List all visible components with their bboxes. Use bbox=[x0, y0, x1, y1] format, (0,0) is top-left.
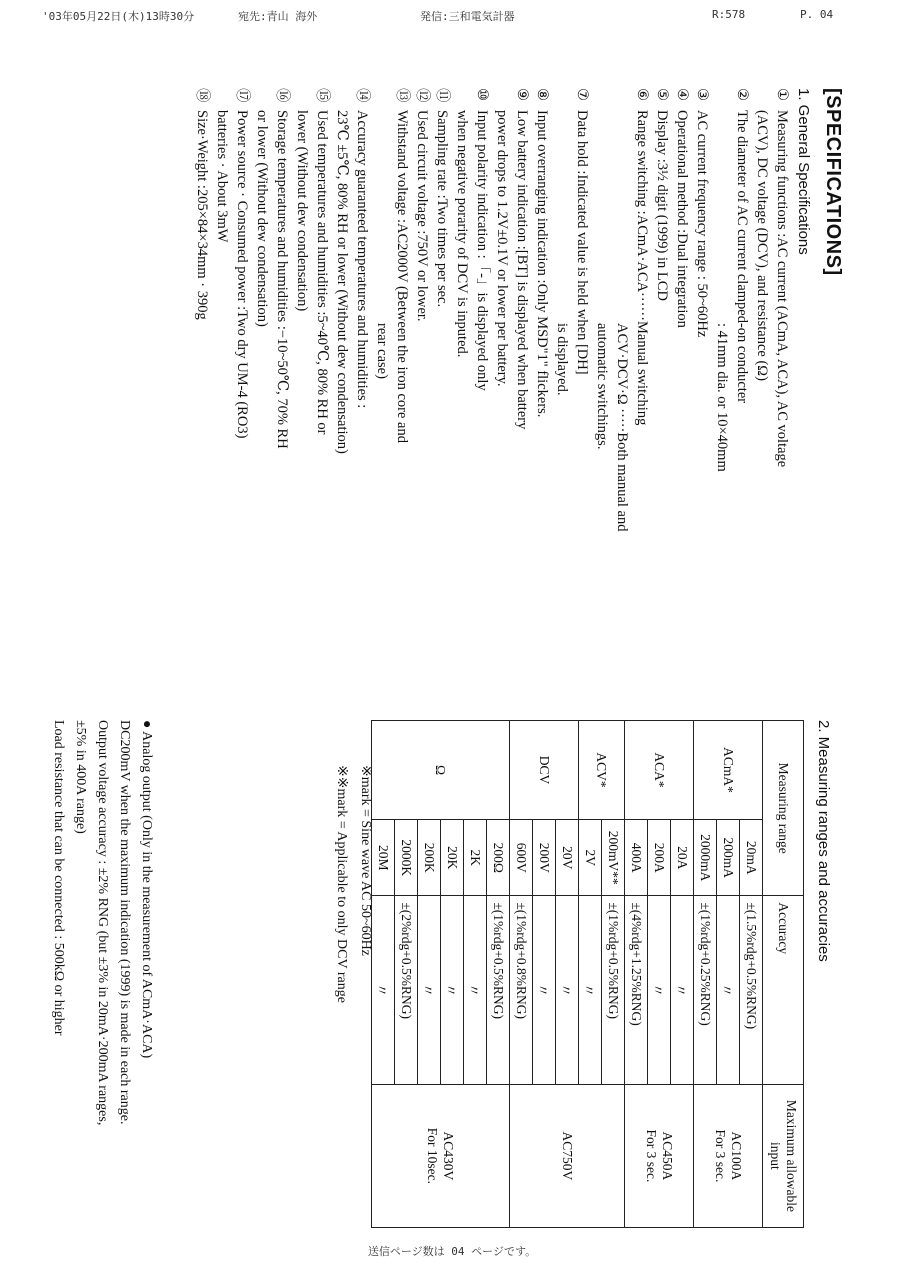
analog-line: ● Analog output (Only in the measurement of ACmA·ACA) bbox=[139, 720, 154, 1059]
ranges-table bbox=[371, 720, 804, 1228]
spec-item bbox=[772, 88, 792, 678]
spec-item-text: 750V or lower. bbox=[414, 234, 430, 322]
spec-item-text: Dual integration bbox=[674, 233, 690, 328]
accuracy-value: ±(2%rdg+0.5%RNG) bbox=[395, 896, 418, 1084]
accuracy-value: 〃 bbox=[579, 896, 602, 1084]
spec-item-label: Withstand voltage : bbox=[394, 110, 410, 223]
spec-item-label: Input overranging indication : bbox=[534, 110, 550, 284]
range-value: 2000K bbox=[395, 820, 418, 896]
accuracy-value: ±(1%rdg+0.5%RNG) bbox=[602, 896, 625, 1084]
spec-item-number: ⑪ bbox=[434, 88, 450, 103]
accuracy-value: ±(1%rdg+0.25%RNG) bbox=[694, 896, 717, 1084]
note-sine: ※mark = Sine wave AC 50~60Hz bbox=[358, 765, 373, 956]
spec-item-label: Storage temperatures and humidities : bbox=[274, 110, 290, 330]
range-value: 200mA bbox=[717, 820, 740, 896]
range-value: 20V bbox=[556, 820, 579, 896]
range-quantity: ACA* bbox=[625, 721, 694, 820]
spec-item-number: ⑱ bbox=[194, 88, 210, 103]
spec-item-number: ⑭ bbox=[354, 88, 370, 103]
analog-line: DC200mV when the maximum indication (1999) is made in each range. bbox=[117, 720, 132, 1125]
range-value: 200V bbox=[533, 820, 556, 896]
spec-item-continuation: when negative porarity of DCV is inputed. bbox=[454, 110, 470, 358]
spec-item-label: Used circuit voltage : bbox=[414, 110, 430, 235]
spec-item-continuation: 23℃ ±5℃, 80% RH or lower (Without dew condensation) bbox=[334, 110, 350, 454]
max-input: AC450A For 3 sec. bbox=[625, 1084, 694, 1227]
range-value: 2V bbox=[579, 820, 602, 896]
spec-item-indent: automatic switchings. bbox=[594, 323, 610, 450]
table-row bbox=[740, 721, 763, 1228]
spec-item-number: ⑦ bbox=[574, 88, 590, 101]
accuracy-value: 〃 bbox=[372, 896, 395, 1084]
spec-item-label: Power source · Consumed power : bbox=[234, 110, 250, 311]
table-header bbox=[763, 721, 804, 1228]
spec-item-indent: ACV·DCV·Ω ·····Both manual and bbox=[614, 323, 630, 532]
spec-item bbox=[512, 88, 532, 678]
accuracy-value: 〃 bbox=[717, 896, 740, 1084]
accuracy-value: 〃 bbox=[464, 896, 487, 1084]
max-input: AC750V bbox=[510, 1084, 625, 1227]
range-value: 2K bbox=[464, 820, 487, 896]
spec-item-text: ACmA·ACA······Manual switching bbox=[634, 214, 650, 426]
range-value: 400A bbox=[625, 820, 648, 896]
range-value: 200mV** bbox=[602, 820, 625, 896]
spec-item-number: ⑤ bbox=[654, 88, 670, 101]
range-quantity: ACV* bbox=[579, 721, 625, 820]
section1-heading: 1. General Specifications bbox=[795, 88, 812, 255]
accuracy-value: 〃 bbox=[441, 896, 464, 1084]
max-input: AC100A For 3 sec. bbox=[694, 1084, 763, 1227]
spec-item-label: Display : bbox=[654, 110, 670, 163]
fax-date: '03年05月22日(木)13時30分 bbox=[42, 10, 195, 23]
spec-item-label: Range switching : bbox=[634, 110, 650, 215]
spec-item-number: ① bbox=[774, 88, 790, 101]
section2-heading: 2. Measuring ranges and accuracies bbox=[815, 720, 832, 962]
header-range: Measuring range bbox=[763, 721, 804, 896]
accuracy-value: ±(1%rdg+0.5%RNG) bbox=[487, 896, 510, 1084]
spec-item-label: Sampling rate : bbox=[434, 110, 450, 199]
spec-item bbox=[672, 88, 692, 678]
spec-item-label: Size·Weight : bbox=[194, 110, 210, 189]
spec-item bbox=[412, 88, 432, 678]
spec-item-text: Two times per sec. bbox=[434, 198, 450, 308]
max-input: AC430V For 10sec. bbox=[372, 1084, 510, 1227]
spec-item-number: ⑰ bbox=[234, 88, 250, 103]
spec-item bbox=[532, 88, 552, 678]
spec-item-label: Operational method : bbox=[674, 110, 690, 234]
fax-ref: R:578 bbox=[712, 8, 746, 21]
fax-recipient: 宛先:青山 海外 bbox=[238, 10, 318, 23]
spec-item-text: 205×84×34mm · 390g bbox=[194, 188, 210, 320]
spec-item bbox=[572, 88, 592, 678]
range-value: 200A bbox=[648, 820, 671, 896]
spec-item-number: ⑯ bbox=[274, 88, 290, 103]
table-row bbox=[487, 721, 510, 1228]
analog-line: Output voltage accuracy : ±2% RNG (but ±3% in 20mA·200mA ranges, bbox=[95, 720, 110, 1126]
spec-item bbox=[312, 88, 332, 678]
table-row bbox=[602, 721, 625, 1228]
spec-item-label: Input polarity indication : bbox=[474, 110, 490, 259]
spec-item-label: Measuring functions : bbox=[774, 110, 790, 238]
spec-item bbox=[392, 88, 412, 678]
range-quantity: ACmA* bbox=[694, 721, 763, 820]
spec-item-text: Only MSD"1" flickers. bbox=[534, 283, 550, 418]
spec-item-continuation: (ACV), DC voltage (DCV), and resistance (Ω) bbox=[754, 110, 770, 381]
spec-item bbox=[192, 88, 212, 678]
range-value: 20M bbox=[372, 820, 395, 896]
accuracy-value: 〃 bbox=[418, 896, 441, 1084]
range-quantity: Ω bbox=[372, 721, 510, 820]
note-dcv: ※※mark = Applicable to only DCV range bbox=[334, 765, 349, 1003]
page-title: [SPECIFICATIONS] bbox=[822, 88, 844, 276]
spec-item-text: −10~50℃, 70% RH bbox=[274, 329, 290, 449]
accuracy-value: ±(1%rdg+0.8%RNG) bbox=[510, 896, 533, 1084]
spec-item-number: ⑬ bbox=[394, 88, 410, 103]
fax-sender: 発信:三和電気計器 bbox=[420, 10, 515, 23]
spec-item-text: AC2000V (Between the iron core and bbox=[394, 222, 410, 443]
spec-item-continuation: power drops to 1.2V±0.1V or lower per battery. bbox=[494, 110, 510, 387]
range-quantity: DCV bbox=[510, 721, 579, 820]
spec-item-text: AC current (ACmA, ACA), AC voltage bbox=[774, 237, 790, 468]
spec-item-text: 「-」is displayed only bbox=[474, 258, 490, 391]
analog-line: Load resistance that can be connected : 500kΩ or higher bbox=[51, 720, 66, 1036]
spec-item bbox=[632, 88, 652, 678]
general-spec-list bbox=[192, 88, 792, 678]
spec-item-label: AC current frequency range : 50~60Hz bbox=[694, 110, 710, 338]
spec-item-indent: rear case) bbox=[374, 323, 390, 379]
accuracy-value: ±(1.5%rdg+0.5%RNG) bbox=[740, 896, 763, 1084]
spec-item bbox=[352, 88, 372, 678]
accuracy-value: 〃 bbox=[533, 896, 556, 1084]
spec-item bbox=[432, 88, 452, 678]
spec-item-number: ⑮ bbox=[314, 88, 330, 103]
spec-item bbox=[272, 88, 292, 678]
spec-item-text: Two dry UM-4 (RO3) bbox=[234, 310, 250, 439]
rotated-page bbox=[0, 40, 852, 1230]
spec-item-continuation: lower (Without dew condensation) bbox=[294, 110, 310, 312]
spec-item bbox=[472, 88, 492, 678]
range-value: 20K bbox=[441, 820, 464, 896]
spec-item-indent: : 41mm dia. or 10×40mm bbox=[714, 323, 730, 472]
range-value: 200Ω bbox=[487, 820, 510, 896]
spec-item-label: Data hold : bbox=[574, 110, 590, 175]
spec-item-continuation: batteries · About 3mW bbox=[214, 110, 230, 243]
spec-item-text: 3½ digit (1999) in LCD bbox=[654, 162, 670, 301]
spec-item-indent: is displayed. bbox=[554, 323, 570, 396]
spec-item bbox=[732, 88, 752, 678]
accuracy-value: 〃 bbox=[556, 896, 579, 1084]
spec-item-number: ⑨ bbox=[514, 88, 530, 101]
spec-item-label: Low battery indication : bbox=[514, 110, 530, 250]
spec-item-label: Used temperatures and humidities : bbox=[314, 110, 330, 316]
accuracy-value: 〃 bbox=[671, 896, 694, 1084]
fax-footer: 送信ページ数は 04 ページです。 bbox=[367, 1245, 537, 1258]
spec-item-number: ③ bbox=[694, 88, 710, 101]
accuracy-value: ±(4%rdg+1.25%RNG) bbox=[625, 896, 648, 1084]
header-max-input: Maximum allowable input bbox=[763, 1084, 804, 1227]
fax-header bbox=[0, 8, 904, 28]
spec-item-number: ⑫ bbox=[414, 88, 430, 103]
spec-item bbox=[652, 88, 672, 678]
spec-item-number: ④ bbox=[674, 88, 690, 101]
spec-item bbox=[232, 88, 252, 678]
analog-output-block bbox=[47, 720, 157, 1230]
spec-item-text: 5~40℃, 80% RH or bbox=[314, 315, 330, 435]
spec-item-continuation: or lower (Without dew condensation) bbox=[254, 110, 270, 327]
range-value: 20A bbox=[671, 820, 694, 896]
fax-page: P. 04 bbox=[800, 8, 834, 21]
spec-item-number: ⑩ bbox=[474, 88, 490, 101]
spec-item-text: [BT] is displayed when battery bbox=[514, 249, 530, 430]
spec-item-label: Accuracy guaranteed temperatures and humidities : bbox=[354, 110, 370, 409]
analog-line: ±5% in 400A range) bbox=[73, 720, 88, 834]
range-value: 20mA bbox=[740, 820, 763, 896]
accuracy-value: 〃 bbox=[648, 896, 671, 1084]
spec-item-number: ⑥ bbox=[634, 88, 650, 101]
spec-item-text: Indicated value is held when [DH] bbox=[574, 174, 590, 375]
spec-item-number: ② bbox=[734, 88, 750, 101]
header-accuracy: Accuracy bbox=[763, 896, 804, 1084]
spec-item-label: The diameter of AC current clamped-on conducter bbox=[734, 110, 750, 404]
spec-item bbox=[692, 88, 712, 678]
range-value: 200K bbox=[418, 820, 441, 896]
table-row bbox=[671, 721, 694, 1228]
range-value: 2000mA bbox=[694, 820, 717, 896]
range-value: 600V bbox=[510, 820, 533, 896]
spec-item-number: ⑧ bbox=[534, 88, 550, 101]
